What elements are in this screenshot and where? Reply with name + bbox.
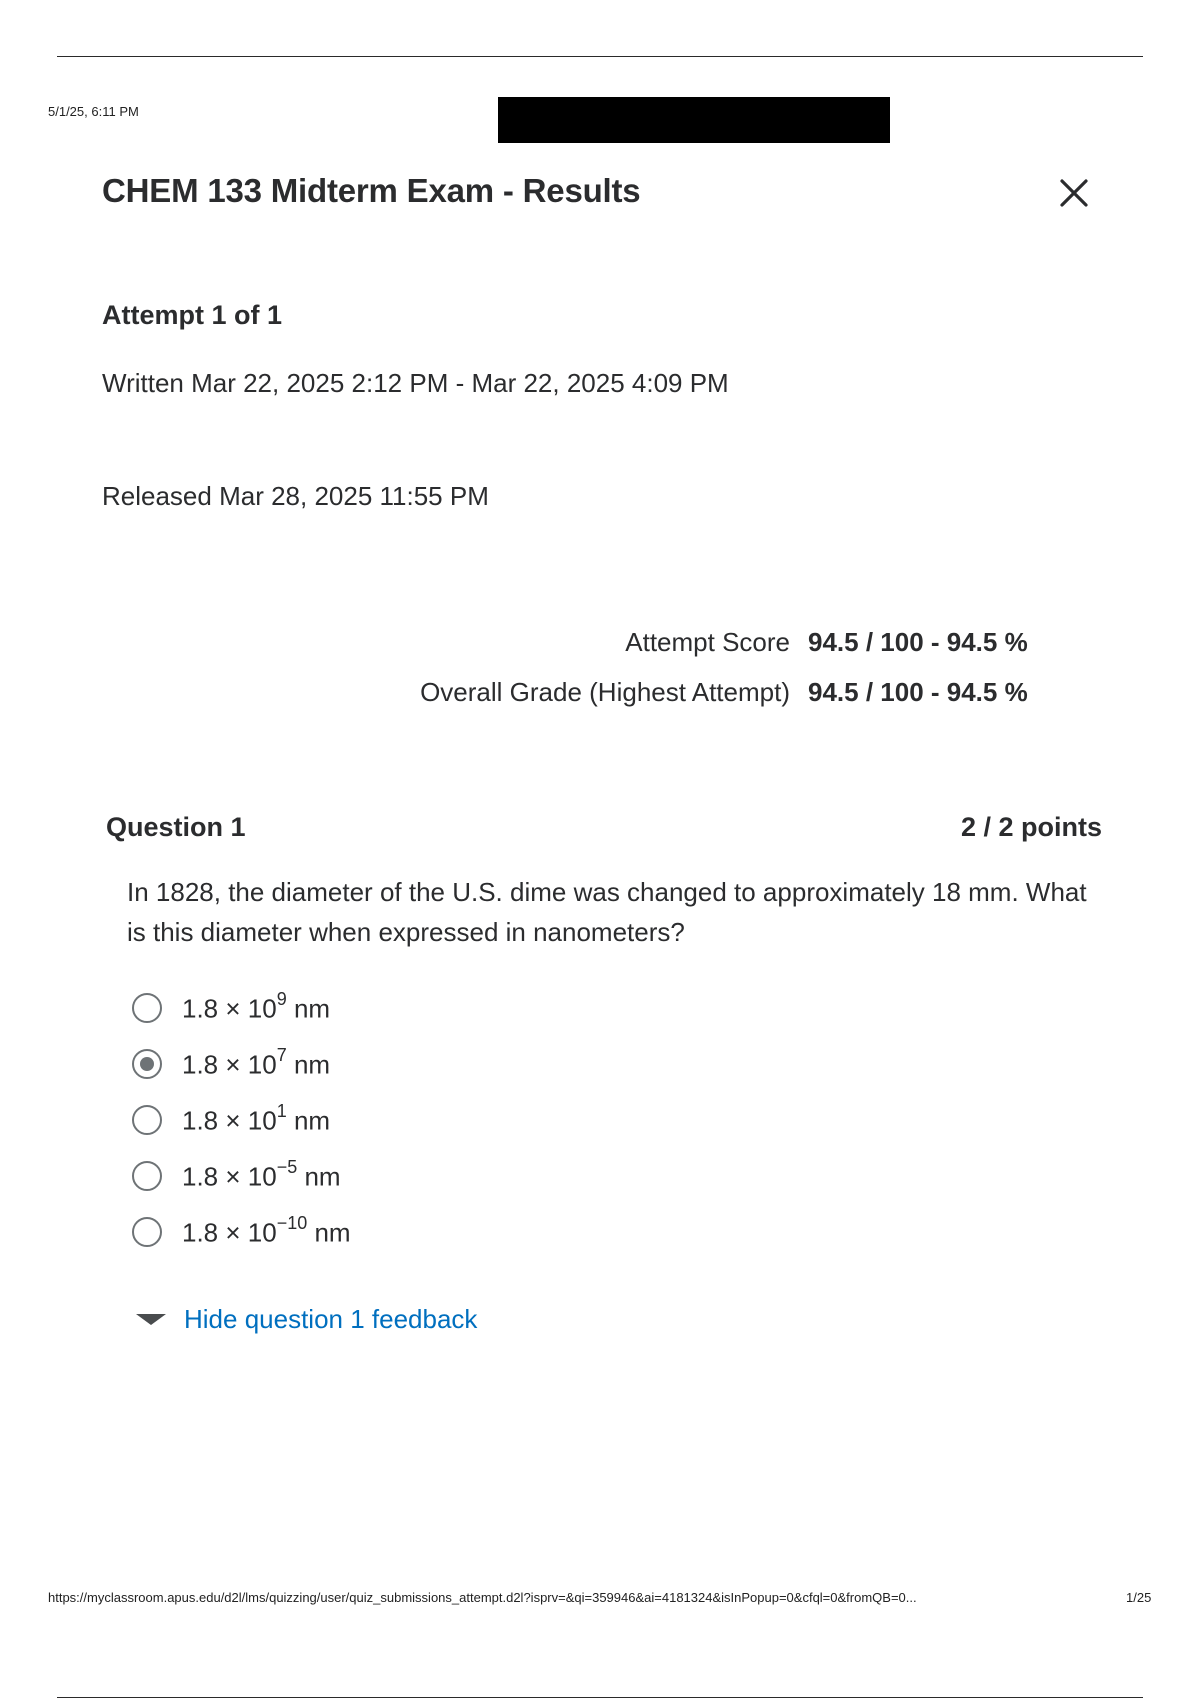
- hide-feedback-label: Hide question 1 feedback: [184, 1304, 478, 1334]
- radio-button[interactable]: [132, 1105, 162, 1135]
- overall-grade-label: Overall Grade (Highest Attempt): [420, 676, 790, 707]
- question-header: [106, 812, 1102, 843]
- question-text: In 1828, the diameter of the U.S. dime was changed to approximately 18 mm. What is this diameter when expressed in nanometers?: [127, 877, 1087, 947]
- answer-option-label: $1.8 \times 10^9$ nm: [182, 988, 331, 1024]
- answer-option[interactable]: [132, 1204, 351, 1260]
- question-points: 2 / 2 points: [960, 812, 1102, 842]
- answer-option-label: $1.8 \times 10^{-5}$ nm: [182, 1156, 341, 1192]
- attempt-score-label: Attempt Score: [625, 626, 790, 657]
- bottom-rule: [57, 1697, 1143, 1698]
- top-rule: [57, 56, 1143, 57]
- answer-option-label: $1.8 \times 10^7$ nm: [182, 1044, 331, 1080]
- attempt-label: Attempt 1 of 1: [102, 300, 283, 330]
- caret-down-icon: [136, 1314, 166, 1325]
- redaction-block: [498, 97, 890, 143]
- released-date: Released Mar 28, 2025 11:55 PM: [102, 481, 489, 511]
- close-icon: [1056, 175, 1092, 211]
- attempt-score-row: [300, 617, 1060, 667]
- overall-grade-row: [300, 667, 1060, 717]
- print-url: https://myclassroom.apus.edu/d2l/lms/quizzing/user/quiz_submissions_attempt.d2l?isprv=&qi=359946&ai=4181324&isInPopup=0&cfql=0&fromQB=0...: [48, 1590, 917, 1605]
- radio-button[interactable]: [132, 1217, 162, 1247]
- radio-button[interactable]: [132, 1161, 162, 1191]
- answer-option-label: $1.8 \times 10^1$ nm: [182, 1100, 331, 1136]
- answer-option[interactable]: [132, 1036, 351, 1092]
- question-title: Question 1: [106, 812, 246, 842]
- page-title: CHEM 133 Midterm Exam - Results: [102, 172, 641, 209]
- hide-feedback-link[interactable]: [136, 1304, 477, 1335]
- answer-option-label: $1.8 \times 10^{-10}$ nm: [182, 1212, 351, 1248]
- answer-option[interactable]: [132, 980, 351, 1036]
- close-button[interactable]: [1056, 175, 1092, 211]
- score-summary: [300, 617, 1060, 717]
- page-number: 1/25: [1126, 1590, 1152, 1605]
- attempt-score-value: 94.5 / 100 - 94.5 %: [808, 626, 1028, 657]
- overall-grade-value: 94.5 / 100 - 94.5 %: [808, 676, 1028, 707]
- print-date: 5/1/25, 6:11 PM: [48, 104, 139, 119]
- radio-button-selected[interactable]: [132, 1049, 162, 1079]
- answer-option[interactable]: [132, 1148, 351, 1204]
- radio-button[interactable]: [132, 993, 162, 1023]
- written-dates: Written Mar 22, 2025 2:12 PM - Mar 22, 2025 4:09 PM: [102, 368, 729, 398]
- answer-options: [132, 980, 351, 1260]
- answer-option[interactable]: [132, 1092, 351, 1148]
